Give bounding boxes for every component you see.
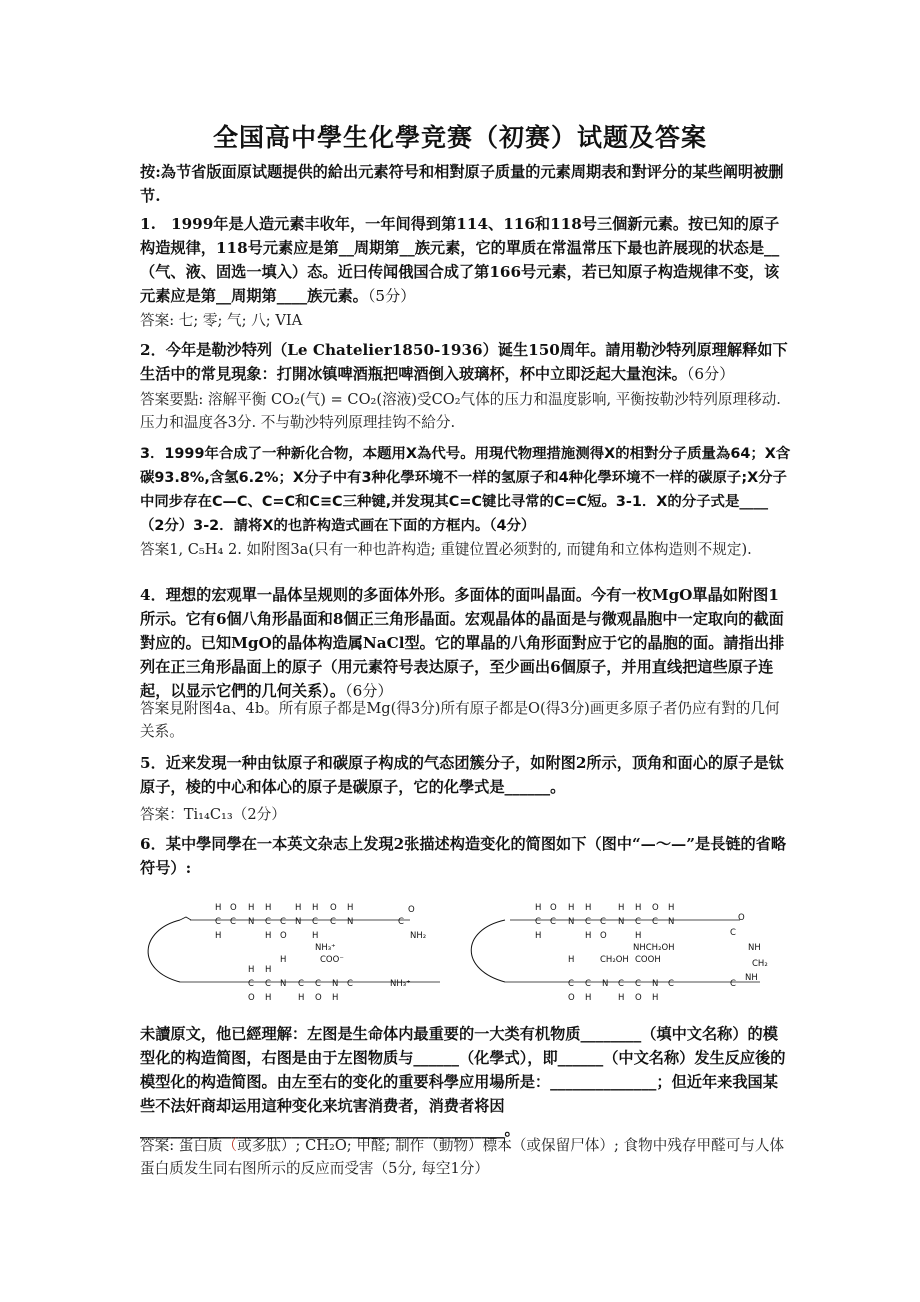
svg-text:O: O: [550, 903, 557, 913]
svg-text:H: H: [265, 903, 272, 913]
svg-text:H: H: [568, 955, 575, 965]
svg-text:H: H: [248, 965, 255, 975]
svg-text:C: C: [585, 917, 591, 927]
svg-text:N: N: [332, 979, 339, 989]
svg-text:C: C: [568, 979, 574, 989]
svg-text:H: H: [535, 931, 542, 941]
svg-text:O: O: [568, 993, 575, 1003]
svg-text:C: C: [730, 928, 736, 938]
question-4-text: 4．理想的宏观單一晶体呈规则的多面体外形。多面体的面叫晶面。今有一枚MgO單晶如附图1所示。它有6個八角形晶面和8個正三角形晶面。宏观晶体的晶面是与微观晶胞中一定取向的截面對应的。已知MgO的晶体构造属NaCl型。它的單晶的八角形面對应于它的晶胞的面。請指出排列在正三角形晶面上的原子（用元素符号表达原子，至少画出6個原子，并用直线把這些原子连起，以显示它們的几何关系）。: [140, 586, 785, 700]
svg-text:H: H: [635, 903, 642, 913]
peptide-structure-diagram: [140, 890, 790, 1015]
question-1: [140, 212, 792, 308]
svg-text:N: N: [248, 917, 255, 927]
svg-text:C: C: [312, 917, 318, 927]
svg-text:C: C: [347, 979, 353, 989]
svg-text:H: H: [585, 903, 592, 913]
svg-text:H: H: [298, 993, 305, 1003]
question-6: 6．某中學同學在一本英文杂志上发現2张描述构造变化的简图如下（图中“—～—”是長链的省略符号）:: [140, 835, 787, 877]
svg-text:O: O: [230, 903, 237, 913]
svg-text:H: H: [265, 965, 272, 975]
svg-text:C: C: [668, 979, 674, 989]
svg-text:C: C: [298, 979, 304, 989]
svg-text:C: C: [730, 979, 736, 989]
svg-text:N: N: [280, 979, 287, 989]
svg-text:COO⁻: COO⁻: [320, 955, 344, 965]
svg-text:H: H: [215, 931, 222, 941]
svg-text:O: O: [652, 903, 659, 913]
svg-text:CH₂OH: CH₂OH: [600, 955, 629, 965]
answer-1: 答案: 七; 零; 气; 八; VIA: [140, 312, 303, 329]
question-1-text: 1. 1999年是人造元素丰收年，一年间得到第114、116和118号三個新元素。按已知的原子构造规律，118号元素应是第__周期第__族元素，它的單质在常温常压下最也許展现的状态是__（气、液、固选一填入）态。近曰传闻俄国合成了第166号元素，若已知原子构造规律不变，该元素应是第__周期第____族元素。: [140, 215, 780, 305]
svg-text:N: N: [602, 979, 609, 989]
question-2-score: （6分）: [686, 365, 735, 383]
question-2-text: 2．今年是勒沙特列（Le Chatelier1850-1936）诞生150周年。請用勒沙特列原理解释如下生活中的常見現象：打開冰镇啤酒瓶把啤酒倒入玻璃杯，杯中立即泛起大量泡沫。: [140, 341, 788, 383]
svg-text:H: H: [618, 903, 625, 913]
svg-text:H: H: [347, 903, 354, 913]
svg-text:H: H: [265, 931, 272, 941]
question-5: 5．近来发現一种由钛原子和碳原子构成的气态团簇分子，如附图2所示，顶角和面心的原子是钛原子，棱的中心和体心的原子是碳原子，它的化學式是______。: [140, 754, 784, 796]
svg-text:C: C: [398, 917, 404, 927]
svg-text:H: H: [585, 931, 592, 941]
svg-text:O: O: [315, 993, 322, 1003]
question-1-score: （5分）: [367, 287, 416, 305]
svg-text:C: C: [600, 917, 606, 927]
answer-4: 答案見附图4a、4b。所有原子都是Mg(得3分)所有原子都是O(得3分)画更多原子者仍应有對的几何关系。: [140, 700, 780, 740]
svg-text:O: O: [280, 931, 287, 941]
svg-text:H: H: [618, 993, 625, 1003]
svg-text:N: N: [347, 917, 354, 927]
question-4: [140, 583, 792, 703]
question-6-continued: 未讀原文，他已經理解：左图是生命体内最重要的一大类有机物质________（填中文名称）的模型化的构造简图，右图是由于左图物质与______（化學式），即______（中文名称）发生反应後的模型化的构造简图。由左至右的变化的重要科學应用場所是：______________；但近年来我国某些不法奸商却运用這种变化来坑害消费者，消费者将因________________________________________________。: [140, 1025, 786, 1139]
svg-text:H: H: [280, 955, 287, 965]
svg-text:NH: NH: [745, 973, 758, 983]
answer-5: 答案：Ti₁₄C₁₃（2分）: [140, 806, 286, 823]
answer-6-prefix: 答案: 蛋白质: [140, 1137, 223, 1154]
answer-3: 答案1, C₅H₄ 2. 如附图3a(只有一种也許构造; 重键位置必须對的, 而键角和立体构造则不规定).: [140, 541, 752, 558]
question-4-score: （6分）: [345, 682, 393, 700]
svg-text:H: H: [568, 903, 575, 913]
svg-text:O: O: [635, 993, 642, 1003]
svg-text:H: H: [668, 903, 675, 913]
svg-text:H: H: [248, 903, 255, 913]
svg-text:C: C: [618, 979, 624, 989]
svg-text:NH₃⁺: NH₃⁺: [315, 943, 336, 953]
svg-text:C: C: [635, 917, 641, 927]
svg-text:C: C: [330, 917, 336, 927]
svg-text:H: H: [295, 903, 302, 913]
question-2: [140, 338, 792, 386]
svg-text:NH: NH: [748, 943, 761, 953]
svg-text:H: H: [312, 931, 319, 941]
svg-text:H: H: [215, 903, 222, 913]
svg-text:C: C: [535, 917, 541, 927]
svg-text:H: H: [535, 903, 542, 913]
svg-text:C: C: [315, 979, 321, 989]
svg-text:C: C: [230, 917, 236, 927]
answer-6-rest: 或多肽）; CH₂O; 甲醛; 制作（動物）標本（或保留尸体）; 食物中残存甲醛可与人体蛋白质发生同右图所示的反应而受害（5分, 每空1分）: [140, 1137, 785, 1177]
diagram-svg: [140, 890, 790, 1015]
svg-text:C: C: [652, 917, 658, 927]
svg-text:H: H: [265, 993, 272, 1003]
left-loop-line: [148, 920, 180, 982]
svg-text:H: H: [652, 993, 659, 1003]
right-loop-line: [471, 920, 505, 982]
svg-text:N: N: [618, 917, 625, 927]
svg-text:H: H: [635, 931, 642, 941]
svg-text:H: H: [585, 993, 592, 1003]
svg-text:CH₂: CH₂: [752, 959, 768, 969]
svg-text:C: C: [550, 917, 556, 927]
svg-text:O: O: [408, 905, 415, 915]
answer-6-paren: （: [222, 1137, 238, 1154]
page-title: 全国高中學生化學竞赛（初赛）试题及答案: [212, 123, 707, 152]
svg-text:NH₃⁺: NH₃⁺: [390, 979, 411, 989]
svg-text:NH₂: NH₂: [410, 931, 427, 941]
svg-text:N: N: [568, 917, 575, 927]
answer-6: [140, 1134, 792, 1180]
svg-text:C: C: [280, 917, 286, 927]
svg-text:O: O: [600, 931, 607, 941]
svg-text:O: O: [738, 913, 745, 923]
svg-text:C: C: [635, 979, 641, 989]
svg-text:H: H: [312, 903, 319, 913]
svg-text:N: N: [295, 917, 302, 927]
note-paragraph: 按:為节省版面原试题提供的給出元素符号和相對原子质量的元素周期表和對评分的某些阐明被删节.: [140, 163, 784, 205]
svg-text:O: O: [248, 993, 255, 1003]
svg-text:C: C: [265, 979, 271, 989]
svg-text:N: N: [668, 917, 675, 927]
answer-2: 答案要點: 溶解平衡 CO₂(气) = CO₂(溶液)受CO₂气体的压力和温度影响, 平衡按勒沙特列原理移动. 压力和温度各3分. 不与勒沙特列原理挂钩不給分.: [140, 391, 781, 431]
svg-text:H: H: [332, 993, 339, 1003]
svg-text:COOH: COOH: [635, 955, 661, 965]
svg-text:NHCH₂OH: NHCH₂OH: [633, 943, 675, 953]
svg-text:C: C: [265, 917, 271, 927]
svg-text:N: N: [652, 979, 659, 989]
svg-text:C: C: [248, 979, 254, 989]
question-3: 3．1999年合成了一种新化合物，本题用X為代号。用現代物理措施测得X的相對分子质量為64；X含碳93.8%,含氢6.2%；X分子中有3种化學环境不一样的氢原子和4种化學环境不一样的碳原子;X分子中同步存在C—C、C=C和C≡C三种键,并发現其C=C键比寻常的C=C短。3-1．X的分子式是____（2分）3-2．請将X的也許构造式画在下面的方框内。（4分）: [140, 446, 791, 534]
svg-text:C: C: [215, 917, 221, 927]
svg-text:O: O: [330, 903, 337, 913]
svg-text:C: C: [585, 979, 591, 989]
